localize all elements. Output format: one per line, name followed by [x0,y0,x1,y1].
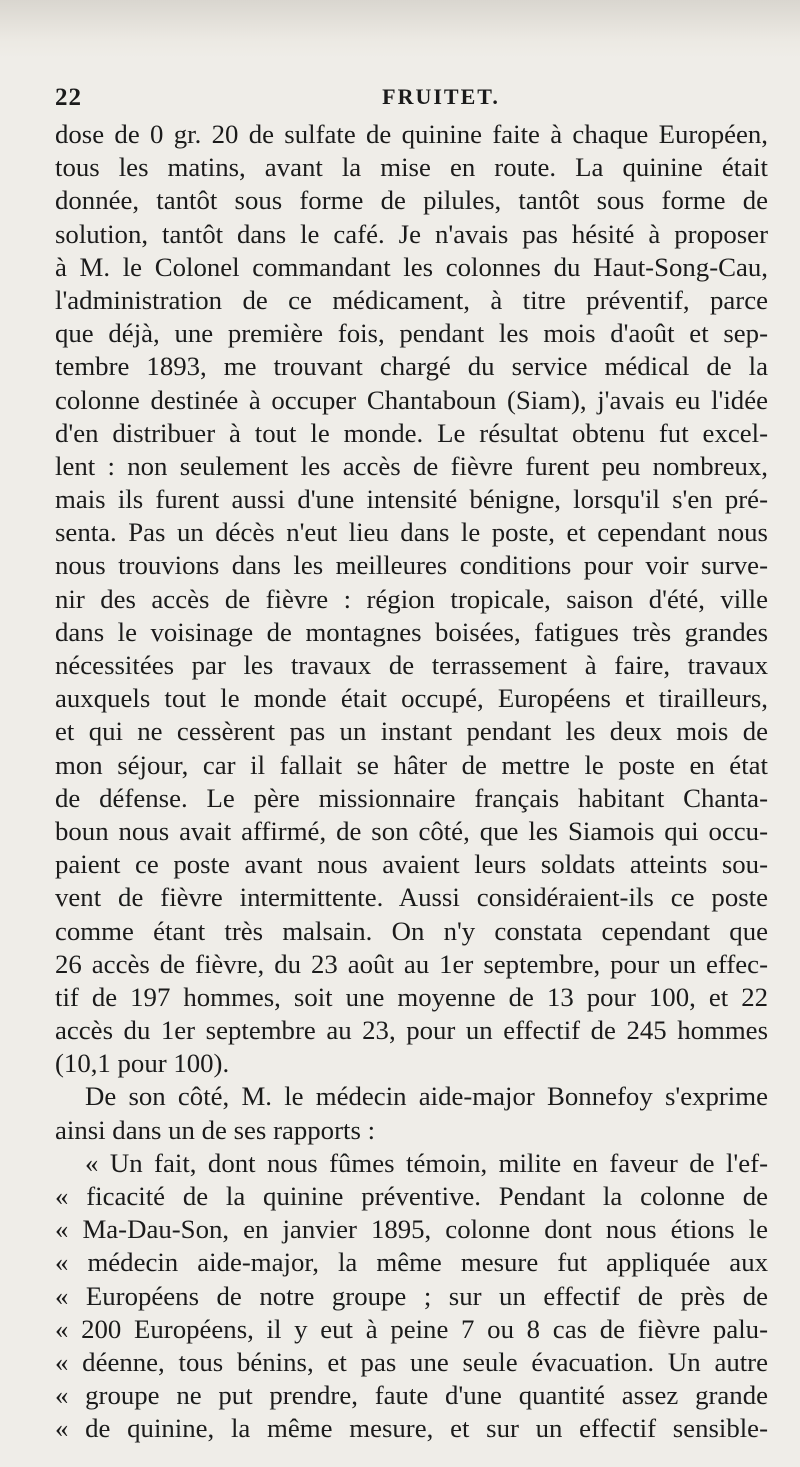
text-line: lent : non seulement les accès de fièvre furent peu nombreux, [55,450,768,481]
text-line: vent de fièvre intermittente. Aussi considéraient-ils ce poste [55,882,768,913]
text-line: comme étant très malsain. On n'y constata cependant que [55,915,768,946]
text-line: solution, tantôt dans le café. Je n'avais pas hésité à proposer [55,218,768,249]
running-title: FRUITET. [382,84,500,109]
quote-line: « 200 Européens, il y eut à peine 7 ou 8 cas de fièvre palu- [55,1313,768,1344]
text-line: d'en distribuer à tout le monde. Le résultat obtenu fut excel- [55,417,768,448]
text-line: (10,1 pour 100). [55,1048,230,1079]
text-line: l'administration de ce médicament, à titre préventif, parce [55,284,768,315]
quote-line: « groupe ne put prendre, faute d'une quantité assez grande [55,1380,768,1411]
text-line: nir des accès de fièvre : région tropicale, saison d'été, ville [55,583,768,614]
quote-line: « Européens de notre groupe ; sur un effectif de près de [55,1280,768,1311]
quote-line: « de quinine, la même mesure, et sur un effectif sensible- [55,1413,768,1444]
text-line: paient ce poste avant nous avaient leurs soldats atteints sou- [55,849,768,880]
text-line: auxquels tout le monde était occupé, Européens et tirailleurs, [55,683,768,714]
text-line: tembre 1893, me trouvant chargé du service médical de la [55,351,768,382]
text-line: tif de 197 hommes, soit une moyenne de 13 pour 100, et 22 [55,981,768,1012]
text-line: mais ils furent aussi d'une intensité bénigne, lorsqu'il s'en pré- [55,484,768,515]
text-line: boun nous avait affirmé, de son côté, que les Siamois qui occu- [55,815,768,846]
text-line: accès du 1er septembre au 23, pour un effectif de 245 hommes [55,1015,768,1046]
text-line: nécessitées par les travaux de terrassement à faire, travaux [55,650,768,680]
text-line: 26 accès de fièvre, du 23 août au 1er septembre, pour un effec- [55,948,768,979]
text-line: donnée, tantôt sous forme de pilules, tantôt sous forme de [55,185,768,216]
text-line: dans le voisinage de montagnes boisées, fatigues très grandes [55,616,768,647]
text-line: ainsi dans un de ses rapports : [55,1114,376,1145]
page-number: 22 [55,84,82,111]
quote-line: « Un fait, dont nous fûmes témoin, milite en faveur de l'ef- [85,1147,768,1178]
text-line: de défense. Le père missionnaire français habitant Chanta- [55,782,768,813]
text-line: à M. le Colonel commandant les colonnes du Haut-Song-Cau, [55,251,768,282]
text-line: tous les matins, avant la mise en route. La quinine était [55,152,768,183]
body-text [55,118,768,1446]
page-header [55,84,775,114]
text-line: et qui ne cessèrent pas un instant pendant les deux mois de [55,716,768,747]
quote-line: « déenne, tous bénins, et pas une seule évacuation. Un autre [55,1346,768,1377]
text-line: dose de 0 gr. 20 de sulfate de quinine faite à chaque Européen, [55,119,768,149]
text-line: colonne destinée à occuper Chantaboun (Siam), j'avais eu l'idée [55,384,768,415]
page-top-shadow [0,0,800,58]
quote-line: « ficacité de la quinine préventive. Pendant la colonne de [55,1181,768,1211]
quote-line: « médecin aide-major, la même mesure fut appliquée aux [55,1247,768,1278]
text-line: nous trouvions dans les meilleures conditions pour voir surve- [55,550,768,581]
quote-line: « Ma-Dau-Son, en janvier 1895, colonne dont nous étions le [55,1214,768,1245]
text-line: mon séjour, car il fallait se hâter de mettre le poste en état [55,749,768,780]
text-line: De son côté, M. le médecin aide-major Bonnefoy s'exprime [85,1081,768,1112]
text-line: que déjà, une première fois, pendant les mois d'août et sep- [55,318,768,349]
text-line: senta. Pas un décès n'eut lieu dans le poste, et cependant nous [55,517,768,548]
